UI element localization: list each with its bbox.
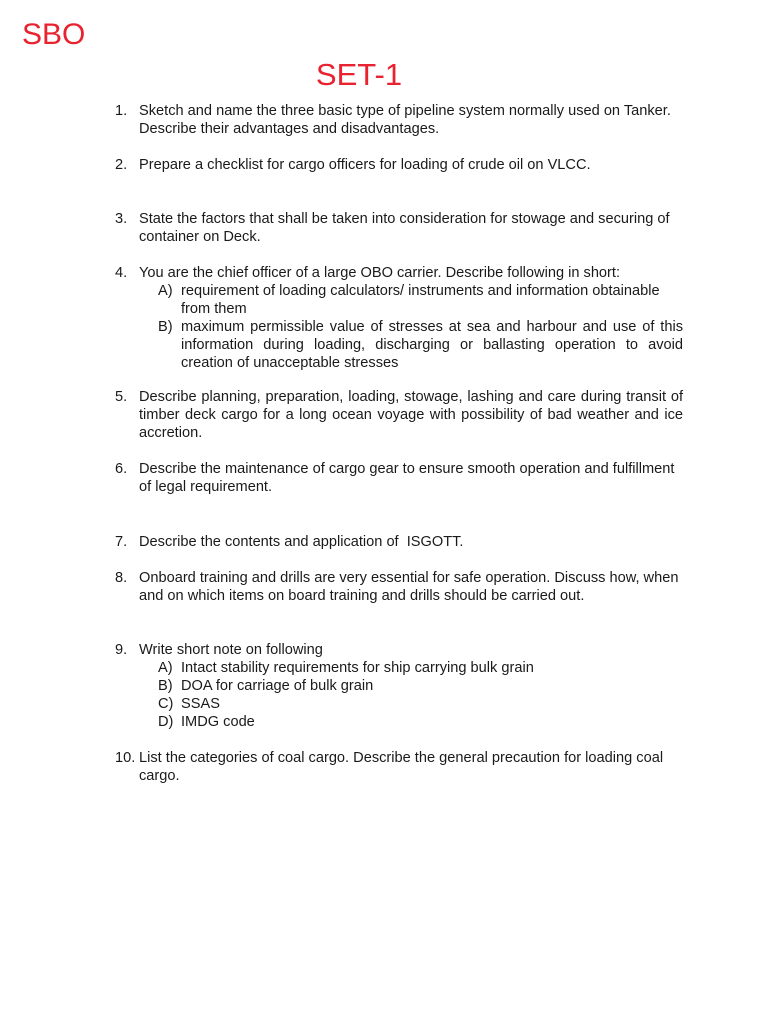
sub-item xyxy=(158,282,683,318)
question-9 xyxy=(115,641,683,731)
document-label: SBO xyxy=(22,18,86,51)
question-5 xyxy=(115,388,683,442)
question-number: 8. xyxy=(115,570,128,586)
question-text: State the factors that shall be taken into consideration for stowage and securing of container on Deck. xyxy=(139,211,670,245)
question-10 xyxy=(115,749,683,785)
question-number: 10. xyxy=(115,750,136,766)
question-text: Describe the contents and application of ISGOTT. xyxy=(139,534,464,550)
question-number: 3. xyxy=(115,211,128,227)
question-text: Describe planning, preparation, loading, stowage, lashing and care during transit of timber deck cargo for a long ocean voyage with possibility of bad weather and ice accretion. xyxy=(139,389,683,441)
question-text: Describe the maintenance of cargo gear to ensure smooth operation and fulfillment of legal requirement. xyxy=(139,461,675,495)
question-text: You are the chief officer of a large OBO carrier. Describe following in short: xyxy=(139,265,621,281)
sub-item-text: maximum permissible value of stresses at sea and harbour and use of this information during loading, discharging or ballasting operation to avoid creation of unacceptable stresses xyxy=(181,319,683,371)
question-text: Onboard training and drills are very essential for safe operation. Discuss how, when and on which items on board training and drills should be carried out. xyxy=(139,570,679,604)
question-number: 7. xyxy=(115,534,128,550)
question-6 xyxy=(115,460,683,496)
sub-item-text: Intact stability requirements for ship carrying bulk grain xyxy=(181,660,534,676)
question-number: 4. xyxy=(115,265,128,281)
question-number: 9. xyxy=(115,642,128,658)
question-1 xyxy=(115,102,683,138)
sub-item-letter: B) xyxy=(158,319,173,335)
question-8 xyxy=(115,569,683,605)
question-number: 1. xyxy=(115,103,128,119)
question-7 xyxy=(115,533,683,551)
question-2 xyxy=(115,156,683,174)
sub-item-text: DOA for carriage of bulk grain xyxy=(181,678,374,694)
question-number: 5. xyxy=(115,389,128,405)
question-text: Sketch and name the three basic type of pipeline system normally used on Tanker. Describe their advantages and disadvantages. xyxy=(139,103,671,137)
sub-item-letter: A) xyxy=(158,660,173,676)
sub-item-letter: B) xyxy=(158,678,173,694)
sub-item xyxy=(158,318,683,372)
question-3 xyxy=(115,210,683,246)
sub-item xyxy=(158,659,683,677)
sub-item-text: SSAS xyxy=(181,696,220,712)
sub-item xyxy=(158,677,683,695)
sub-item-letter: D) xyxy=(158,714,174,730)
question-number: 6. xyxy=(115,461,128,477)
sub-item-text: requirement of loading calculators/ instruments and information obtainable from them xyxy=(181,283,660,317)
sub-item xyxy=(158,695,683,713)
sub-item-letter: A) xyxy=(158,283,173,299)
sub-item-text: IMDG code xyxy=(181,714,255,730)
set-title: SET-1 xyxy=(315,57,403,92)
question-text: Prepare a checklist for cargo officers for loading of crude oil on VLCC. xyxy=(139,157,591,173)
question-text: List the categories of coal cargo. Describe the general precaution for loading coal cargo. xyxy=(139,750,664,784)
sub-item xyxy=(158,713,683,731)
question-number: 2. xyxy=(115,157,128,173)
sub-item-letter: C) xyxy=(158,696,174,712)
question-text: Write short note on following xyxy=(139,642,323,658)
question-4 xyxy=(115,264,683,372)
